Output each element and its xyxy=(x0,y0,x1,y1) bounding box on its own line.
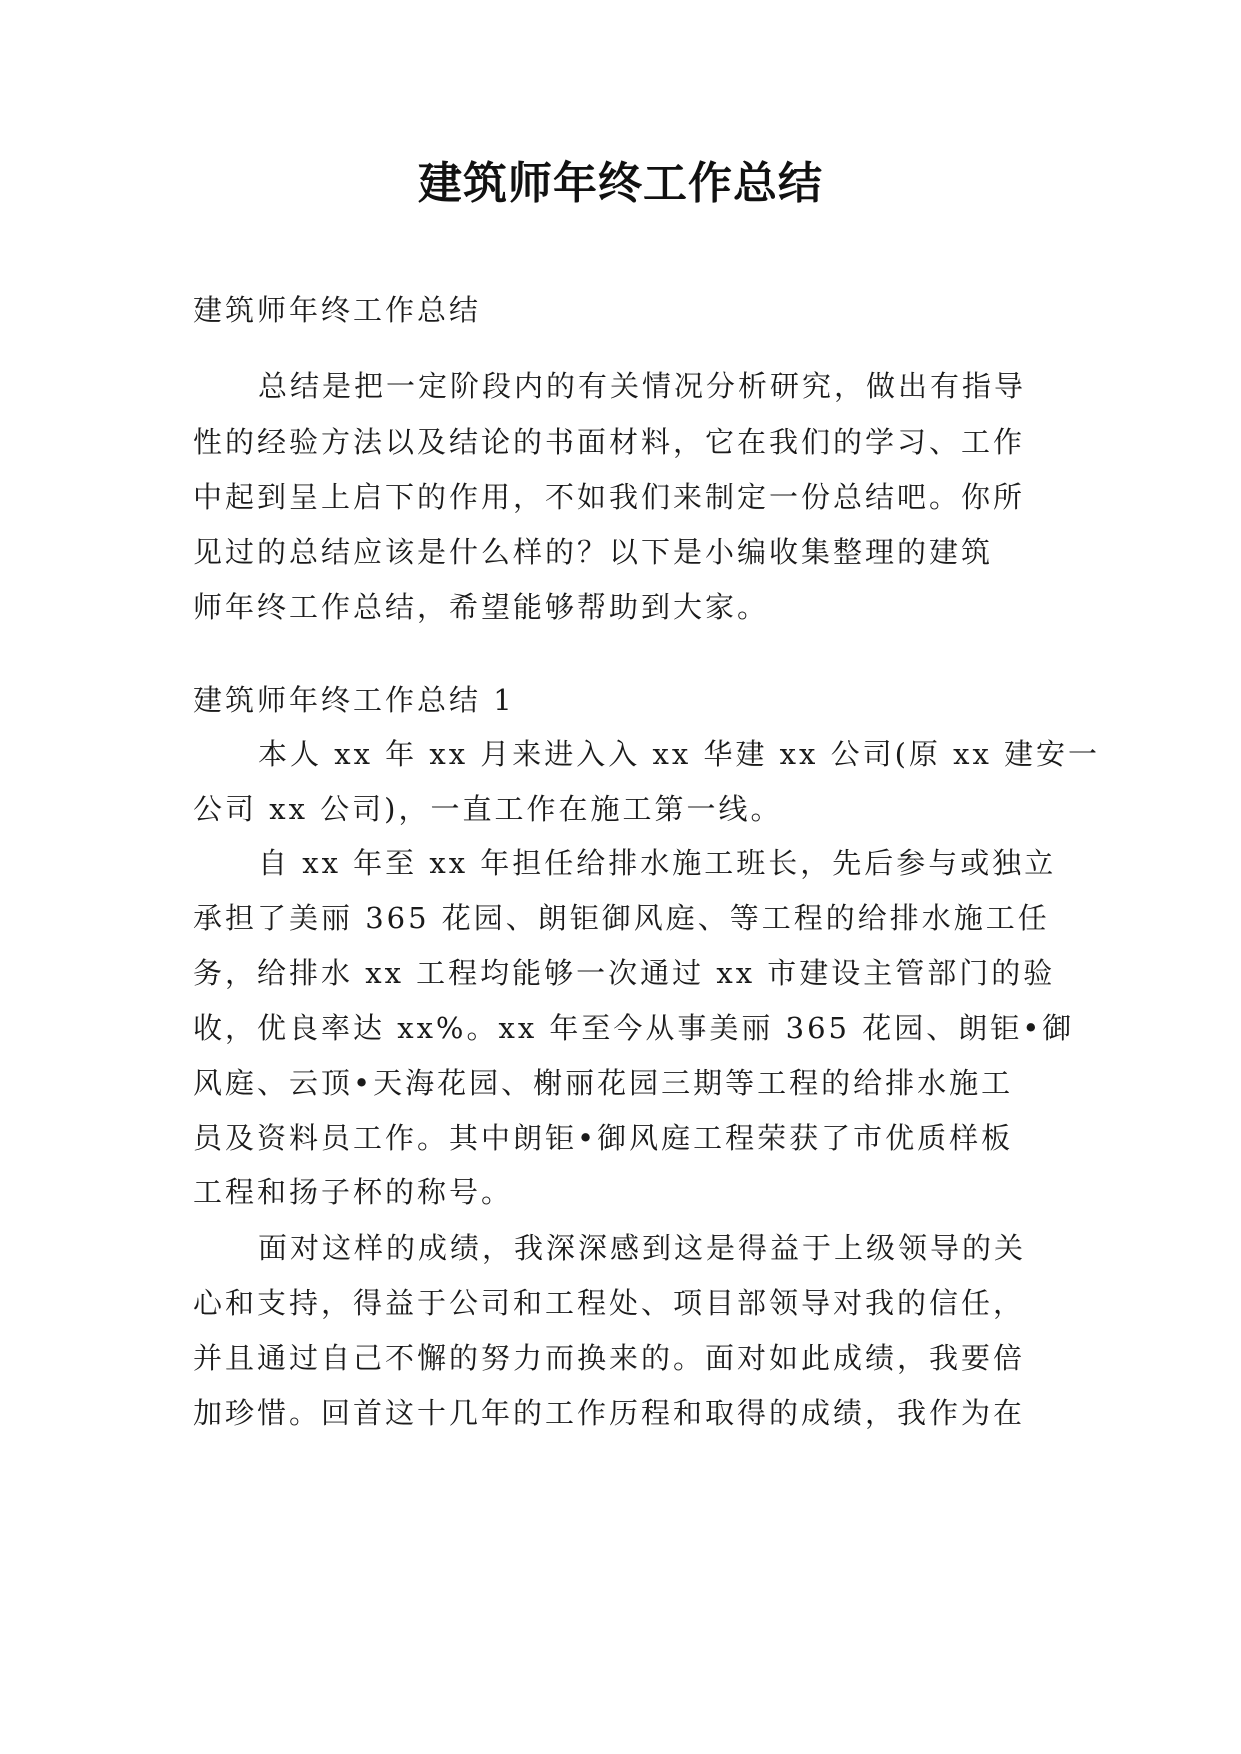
section-line: 风庭、云顶•天海花园、榭丽花园三期等工程的给排水施工 xyxy=(193,1066,1014,1100)
section-line: 自 xx 年至 xx 年担任给排水施工班长，先后参与或独立 xyxy=(258,846,1057,880)
section-heading: 建筑师年终工作总结 1 xyxy=(193,683,515,717)
section-line: 公司 xx 公司)，一直工作在施工第一线。 xyxy=(193,792,783,826)
section-line: 并且通过自己不懈的努力而换来的。面对如此成绩，我要倍 xyxy=(193,1341,1026,1375)
section-line: 工程和扬子杯的称号。 xyxy=(193,1175,514,1209)
section-line: 心和支持，得益于公司和工程处、项目部领导对我的信任， xyxy=(193,1286,1026,1320)
intro-line: 性的经验方法以及结论的书面材料，它在我们的学习、工作 xyxy=(193,425,1026,459)
section-line: 务，给排水 xx 工程均能够一次通过 xx 市建设主管部门的验 xyxy=(193,956,1056,990)
intro-line: 总结是把一定阶段内的有关情况分析研究，做出有指导 xyxy=(258,369,1027,403)
intro-line: 中起到呈上启下的作用，不如我们来制定一份总结吧。你所 xyxy=(193,480,1026,514)
intro-line: 师年终工作总结，希望能够帮助到大家。 xyxy=(193,590,770,624)
section-line: 面对这样的成绩，我深深感到这是得益于上级领导的关 xyxy=(258,1231,1027,1265)
section-line: 加珍惜。回首这十几年的工作历程和取得的成绩，我作为在 xyxy=(193,1396,1026,1430)
document-subtitle: 建筑师年终工作总结 xyxy=(193,293,482,327)
intro-line: 见过的总结应该是什么样的？以下是小编收集整理的建筑 xyxy=(193,535,994,569)
section-line: 员及资料员工作。其中朗钜•御风庭工程荣获了市优质样板 xyxy=(193,1121,1014,1155)
document-title: 建筑师年终工作总结 xyxy=(418,158,823,209)
section-line: 本人 xx 年 xx 月来进入入 xx 华建 xx 公司(原 xx 建安一 xyxy=(258,737,1101,771)
section-line: 收，优良率达 xx%。xx 年至今从事美丽 365 花园、朗钜•御 xyxy=(193,1011,1075,1045)
section-line: 承担了美丽 365 花园、朗钜御风庭、等工程的给排水施工任 xyxy=(193,901,1050,935)
